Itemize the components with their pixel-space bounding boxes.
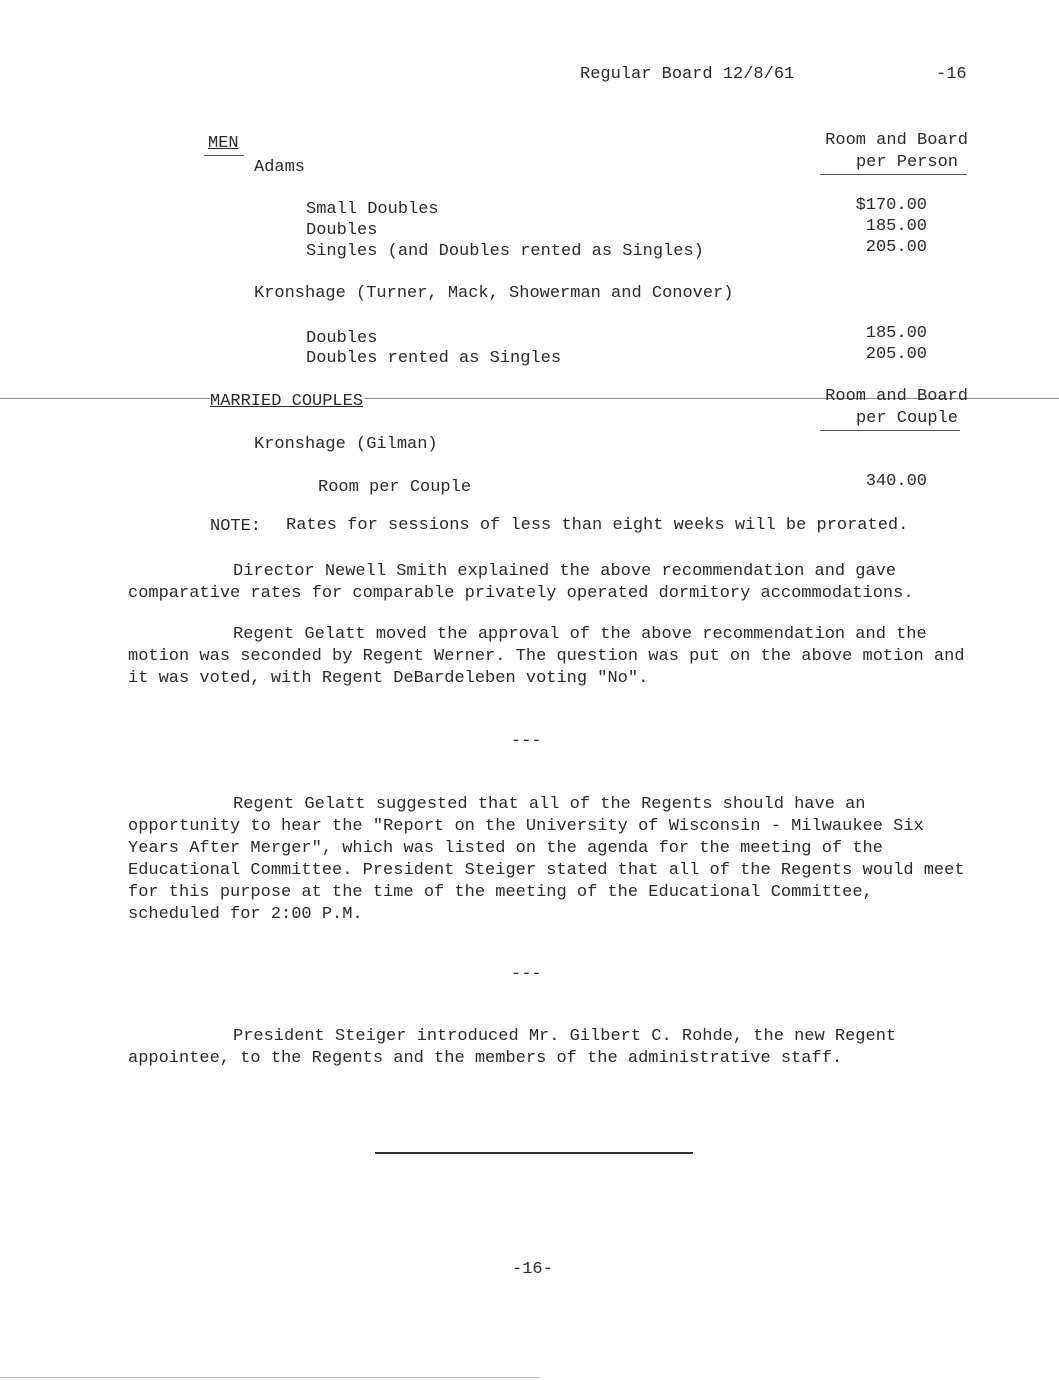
separator-dashes: --- — [511, 732, 542, 751]
kronshage-married-name: Kronshage (Gilman) — [254, 435, 438, 454]
adams-row-label: Singles (and Doubles rented as Singles) — [306, 242, 704, 261]
adams-row-price: 185.00 — [865, 217, 927, 236]
adams-row-price: 205.00 — [865, 238, 927, 257]
paragraph-director-smith — [128, 561, 936, 605]
adams-row-label: Doubles — [306, 221, 378, 240]
adams-row-price: $170.00 — [855, 196, 927, 215]
men-heading-rule — [204, 155, 244, 156]
kronshage-married-row-price: 340.00 — [865, 472, 927, 491]
adams-row-label: Small Doubles — [306, 200, 439, 219]
men-col-header-rule — [820, 174, 967, 175]
married-col-header-rule — [820, 430, 960, 431]
header-title: Regular Board 12/8/61 — [580, 65, 795, 84]
kronshage-men-row-price: 205.00 — [865, 345, 927, 364]
kronshage-married-row-label: Room per Couple — [318, 478, 472, 497]
married-col-header-line2: per Couple — [855, 409, 958, 428]
paragraph-gelatt-motion — [128, 624, 968, 690]
paragraph-text: Regent Gelatt suggested that all of the Regents should have an opportunity to hear the "Report on the University of Wisconsin - Milwaukee Six Years After Merger", which was listed on the agenda for the meeting of the Educational Committee. President Steiger stated that all of the Regents would meet for this purpose at the time of the meeting of the Educational Committee, scheduled for 2:00 P.M. — [128, 795, 965, 924]
paragraph-text: President Steiger introduced Mr. Gilbert C. Rohde, the new Regent appointee, to the Regents and the members of the administrative staff. — [128, 1027, 897, 1068]
men-col-header-line2: per Person — [855, 153, 958, 172]
note-text: Rates for sessions of less than eight weeks will be prorated. — [286, 516, 909, 535]
kronshage-men-row-price: 185.00 — [865, 324, 927, 343]
paragraph-gelatt-suggestion — [128, 794, 973, 926]
men-col-header-line1: Room and Board — [825, 131, 968, 150]
kronshage-men-row-label: Doubles rented as Singles — [306, 349, 562, 368]
kronshage-men-name: Kronshage (Turner, Mack, Showerman and Conover) — [254, 284, 734, 303]
men-heading: MEN — [208, 134, 239, 153]
paragraph-text: Director Newell Smith explained the above recommendation and gave comparative rates for comparable privately operated dormitory accommodations. — [128, 562, 914, 603]
separator-dashes: --- — [511, 965, 542, 984]
married-heading: MARRIED COUPLES — [210, 392, 364, 411]
paragraph-text: Regent Gelatt moved the approval of the above recommendation and the motion was seconded by Regent Werner. The question was put on the above motion and it was voted, with Regent DeBardeleben voting "No". — [128, 625, 965, 688]
kronshage-men-row-label: Doubles — [306, 329, 378, 348]
married-col-header-line1: Room and Board — [825, 387, 968, 406]
scan-edge-line — [0, 1377, 540, 1378]
header-page-number: -16 — [936, 65, 967, 84]
closing-rule — [375, 1152, 693, 1154]
footer-page-number: -16- — [512, 1260, 553, 1279]
paragraph-steiger-introduction — [128, 1026, 936, 1070]
adams-name: Adams — [254, 158, 306, 177]
note-label: NOTE: — [210, 517, 262, 536]
